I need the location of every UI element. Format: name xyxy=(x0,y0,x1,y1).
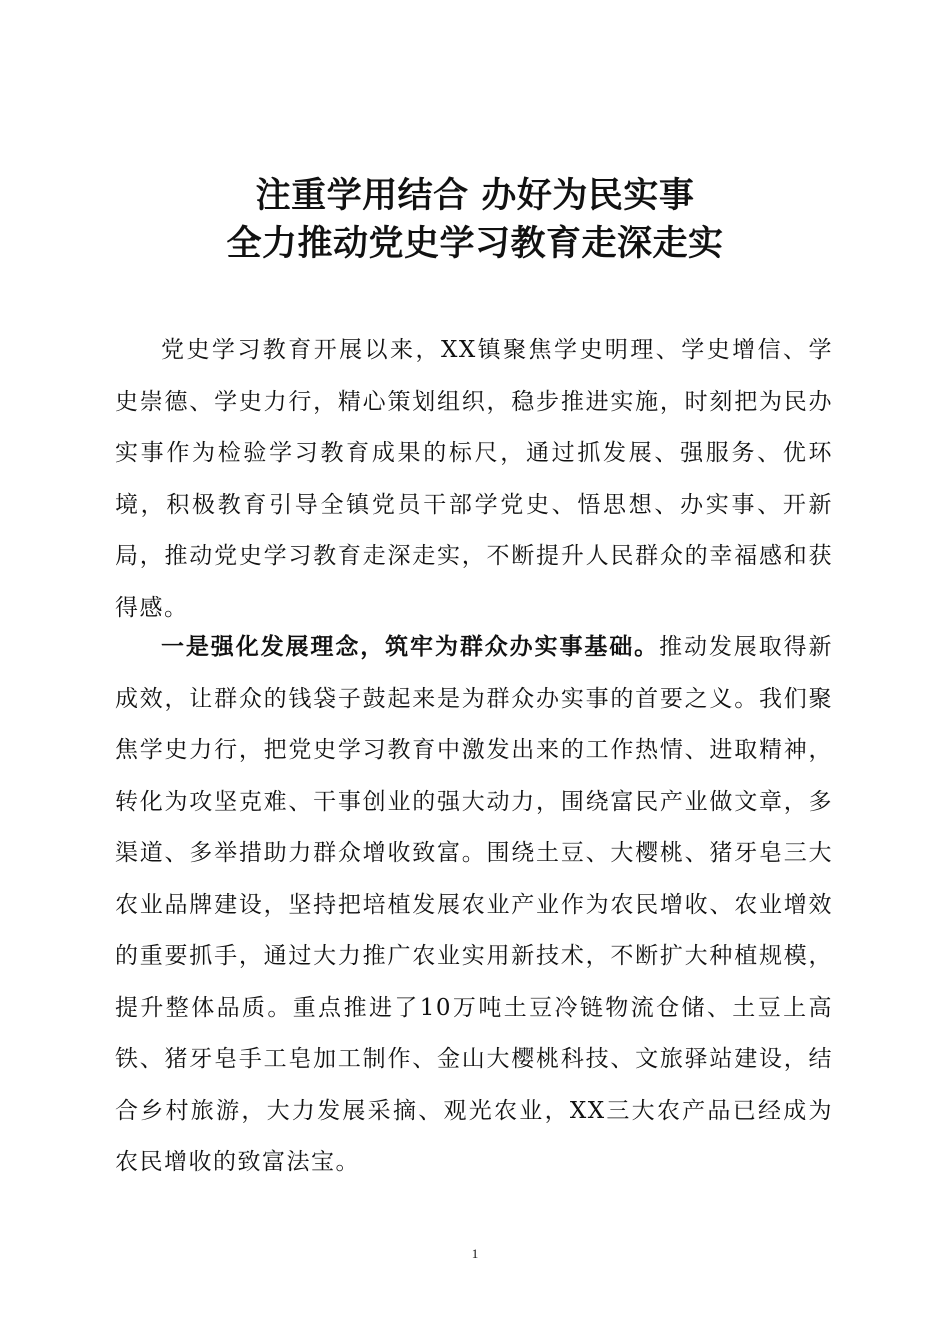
paragraph-lead-heading: 一是强化发展理念，筑牢为群众办实事基础。 xyxy=(161,634,660,660)
document-title-line-1: 注重学用结合 办好为民实事 xyxy=(255,176,695,216)
paragraph-development xyxy=(115,622,833,1189)
paragraph-development-body: 推动发展取得新成效，让群众的钱袋子鼓起来是为群众办实事的首要之义。我们聚焦学史力行，把党史学习教育中激发出来的工作热情、进取精神，转化为攻坚克难、干事创业的强大动力，围绕富民产业做文章，多渠道、多举措助力群众增收致富。围绕土豆、大樱桃、猪牙皂三大农业品牌建设，坚持把培植发展农业产业作为农民增收、农业增效的重要抓手，通过大力推广农业实用新技术，不断扩大种植规模，提升整体品质。重点推进了10万吨土豆冷链物流仓储、土豆上高铁、猪牙皂手工皂加工制作、金山大樱桃科技、文旅驿站建设，结合乡村旅游，大力发展采摘、观光农业，XX三大农产品已经成为农民增收的致富法宝。 xyxy=(115,634,834,1175)
paragraph-intro: 党史学习教育开展以来，XX镇聚焦学史明理、学史增信、学史崇德、学史力行，精心策划组织，稳步推进实施，时刻把为民办实事作为检验学习教育成果的标尺，通过抓发展、强服务、优环境，积极教育引导全镇党员干部学党史、悟思想、办实事、开新局，推动党史学习教育走深走实，不断提升人民群众的幸福感和获得感。 xyxy=(115,337,833,621)
document-title-line-2: 全力推动党史学习教育走深走实 xyxy=(226,224,724,264)
page-number: 1 xyxy=(471,1246,479,1261)
